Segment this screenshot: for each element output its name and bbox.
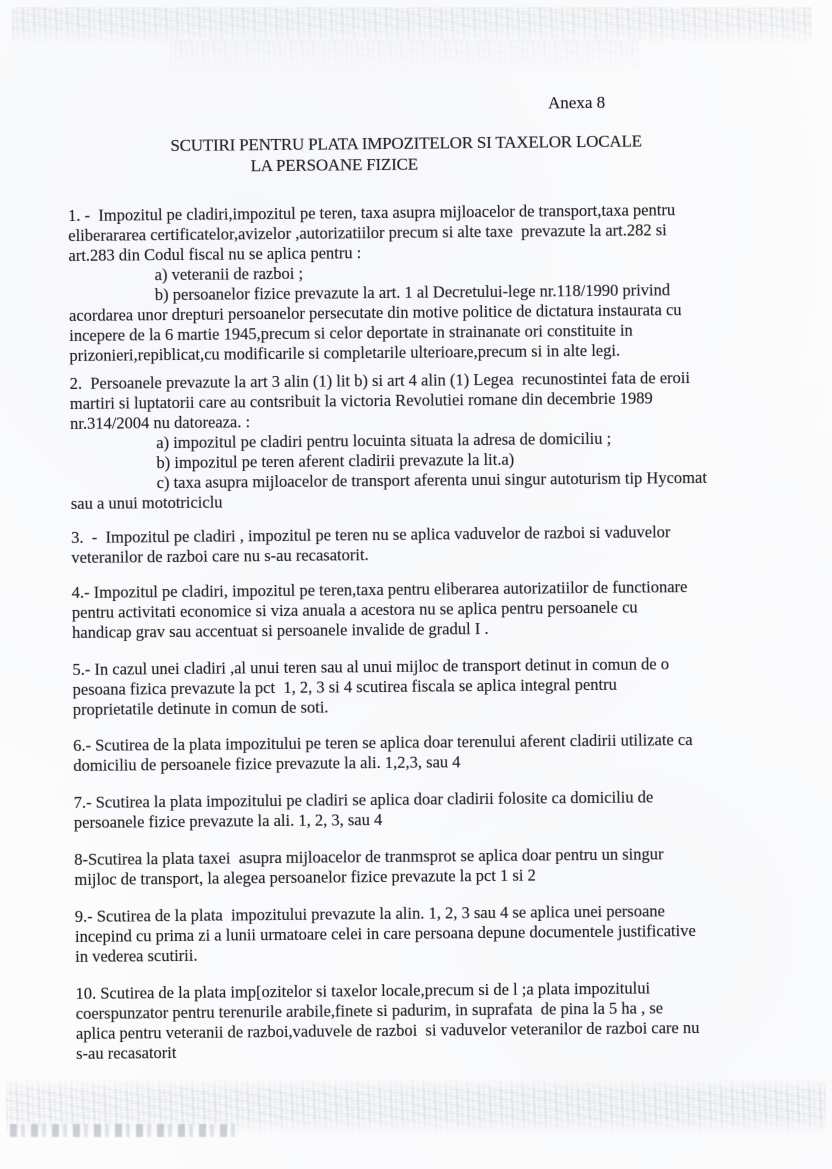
text-line: 9.- Scutirea de la plata impozitului prevazute la alin. 1, 2, 3 sau 4 se aplica unei persoane [74,901,665,926]
paragraph [71,521,811,568]
text-line: proprietatile detinute in comun de soti. [72,697,329,719]
text-line: nr.314/2004 nu datoreaza. : [69,412,251,433]
text-line: coerspunzator pentru terenurile arabile,finete si padurim, in suprafata de pina la 5 ha , se [75,998,664,1023]
paragraph [74,843,814,890]
paragraph [72,576,813,643]
text-line: in vederea scutirii. [75,945,198,966]
text-line: a) veteranii de razboi ; [154,263,304,285]
document-title-line1: SCUTIRI PENTRU PLATA IMPOZITELOR SI TAXELOR LOCALE [170,131,642,156]
paragraph [75,900,816,967]
paragraph [68,199,810,366]
text-line: 3. - Impozitul pe cladiri , impozitul pe teren nu se aplica vaduvelor de razboi si vaduvelor [71,522,671,547]
text-line: aplica pentru veteranii de razboi,vaduvele de razboi si vaduvelor veteranilor de razboi care nu [75,1017,700,1043]
text-line: persoanele fizice prevazute la ali. 1, 2, 3, sau 4 [73,810,383,832]
text-line: mijloc de transport, la alegea persoanelor fizice prevazute la pct 1 si 2 [74,865,536,889]
text-line: 6.- Scutirea de la plata impozitului pe teren se aplica doar terenului aferent cladirii utilizate ca [73,730,693,755]
text-line: 10. Scutirea de la plata imp[ozitelor si taxelor locale,precum si de l ;a plata impozitului [75,978,651,1003]
text-line: b) impozitul pe teren aferent cladirii prevazute la lit.a) [156,449,515,473]
paragraph [72,653,813,720]
text-line: acordarea unor drepturi persoanelor persecutate din motive politice de dictatura instaurata cu [68,300,682,325]
text-line: 1. - Impozitul pe cladiri,impozitul pe teren, taxa asupra mijloacelor de transport,taxa pentru [67,200,676,225]
text-line: b) persoanelor fizice prevazute la art. 1 al Decretului-lege nr.118/1990 privind [154,280,671,305]
text-line: martiri si luptatorii care au contsribuit la victoria Revolutiei romane din decembrie 1989 [69,388,653,413]
text-line: incepere de la 6 martie 1945,precum si celor deportate in strainanate ori constituite in [69,320,633,345]
text-line: incepind cu prima zi a lunii urmatoare celei in care persoana depune documentele justificative [74,920,696,946]
paragraph [75,977,816,1064]
document-body [68,199,816,1064]
document-title-line2: LA PERSOANE FIZICE [250,154,419,176]
text-line: art.283 din Codul fiscal nu se aplica pentru : [68,243,362,265]
annex-label: Anexa 8 [547,92,606,113]
text-line: 5.- In cazul unei cladiri ,al unui teren sau al unui mijloc de transport detinut in comun de o [72,654,670,679]
text-line: pentru activitati economice si viza anuala a acestora nu se aplica pentru persoanele cu [71,597,638,622]
text-line: c) taxa asupra mijloacelor de transport aferenta unui singur autoturism tip Hycomat [156,467,707,493]
text-line: domiciliu de persoanele fizice prevazute la ali. 1,2,3, sau 4 [73,752,461,775]
text-line: handicap grav sau accentuat si persoanele invalide de gradul I . [71,618,489,642]
text-line: 7.- Scutirea la plata impozitului pe cladiri se aplica doar cladirii folosite ca domiciliu de [73,787,654,812]
text-line: a) impozitul pe cladiri pentru locuinta situata la adresa de domiciliu ; [156,428,612,453]
paragraph [70,367,811,514]
text-line: 4.- Impozitul pe cladiri, impozitul pe teren,taxa pentru eliberarea autorizatiilor de functionare [71,577,688,602]
text-line: s-au recasatorit [76,1042,177,1063]
text-line: eliberararea certificatelor,avizelor ,autorizatiilor precum si alte taxe prevazute la art.282 si [68,220,667,245]
paragraph [74,786,814,833]
text-line: pesoana fizica prevazute la pct 1, 2, 3 si 4 scutirea fiscala se aplica integral pentru [72,674,617,699]
text-line: prizonieri,repiblicat,cu modificarile si completarile ulterioare,precum si in alte legi. [69,340,621,365]
text-line: 8-Scutirea la plata taxei asupra mijloacelor de tranmsprot se aplica doar pentru un singur [74,844,664,869]
paragraph [73,729,813,776]
text-line: sau a unui mototriciclu [70,492,223,513]
text-line: 2. Persoanele prevazute la art 3 alin (1) lit b) si art 4 alin (1) Legea recunostintei fata de eroii [69,368,691,393]
text-line: veteranilor de razboi care nu s-au recasatorit. [71,545,369,567]
document-content [66,0,817,1169]
